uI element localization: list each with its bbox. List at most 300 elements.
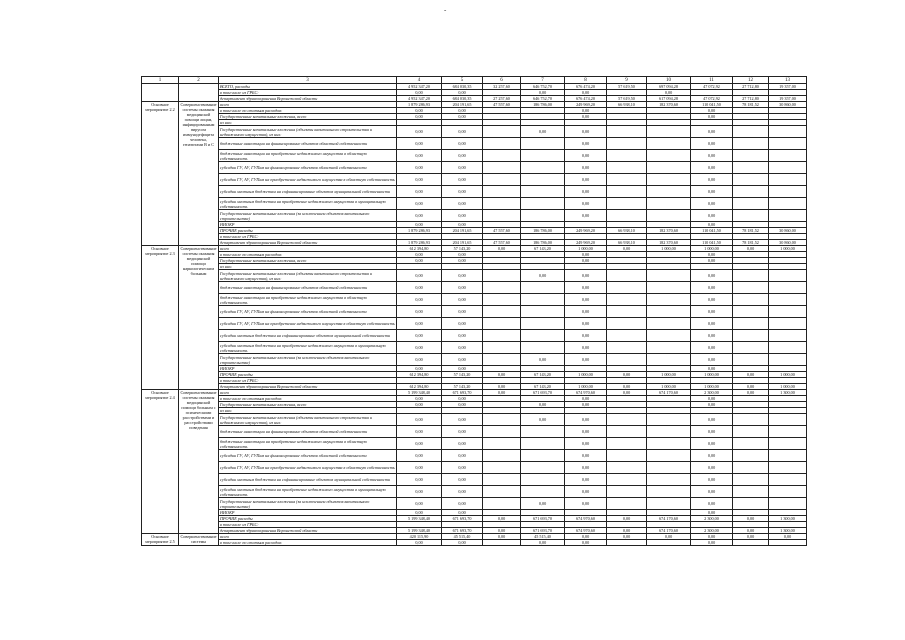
table-row (142, 438, 807, 450)
table-row (142, 474, 807, 486)
value-cell: 4 952 347,20 (397, 84, 442, 90)
value-cell (483, 150, 521, 162)
table-row (142, 318, 807, 330)
value-cell: 0,00 (691, 306, 733, 318)
value-cell: 0,00 (565, 210, 607, 222)
row-label: в том числе из ГРБС: (219, 90, 397, 96)
value-cell: 0,00 (565, 108, 607, 114)
value-cell: 1 000,00 (647, 246, 691, 252)
row-label: ВСЕГО, расходы (219, 84, 397, 90)
value-cell: 1 000,00 (565, 246, 607, 252)
row-label: субсидии ГУ, АУ, ГУПам на приобретение недвижимого имущества в областную собственность (219, 318, 397, 330)
value-cell: 0,00 (565, 450, 607, 462)
value-cell (733, 198, 769, 210)
value-cell: 1 000,00 (769, 372, 807, 378)
value-cell: 612 394,80 (397, 384, 442, 390)
value-cell (607, 474, 647, 486)
row-label: в том числе из ГРБС: (219, 378, 397, 384)
table-row (142, 150, 807, 162)
value-cell: 0,00 (442, 438, 483, 450)
value-cell (607, 486, 647, 498)
value-cell: 1 000,00 (769, 246, 807, 252)
table-row (142, 306, 807, 318)
value-cell (483, 474, 521, 486)
value-cell: 0,00 (397, 210, 442, 222)
value-cell (521, 342, 565, 354)
value-cell (647, 294, 691, 306)
value-cell: 0,00 (442, 366, 483, 372)
value-cell (607, 126, 647, 138)
value-cell (733, 330, 769, 342)
value-cell (647, 438, 691, 450)
program-name (179, 84, 219, 102)
value-cell: 47 072,92 (691, 96, 733, 102)
value-cell: 0,00 (521, 540, 565, 546)
value-cell: 1 879 286,93 (397, 240, 442, 246)
value-cell: 0,00 (565, 402, 607, 408)
row-label: субсидии ГУ, АУ, ГУПам на финансирование объектов областной собственности (219, 450, 397, 462)
value-cell (733, 294, 769, 306)
value-cell: 0,00 (691, 462, 733, 474)
value-cell: 0,00 (691, 330, 733, 342)
value-cell (733, 126, 769, 138)
value-cell: 0,00 (442, 306, 483, 318)
value-cell (483, 330, 521, 342)
value-cell (769, 486, 807, 498)
value-cell: 0,00 (565, 540, 607, 546)
value-cell: 671 693,70 (521, 390, 565, 396)
value-cell: 0,00 (442, 540, 483, 546)
value-cell: 204 191,65 (442, 228, 483, 234)
event-name: Основное мероприятие 2.2 (142, 102, 179, 246)
value-cell (521, 282, 565, 294)
value-cell (733, 498, 769, 510)
value-cell: 0,00 (397, 342, 442, 354)
value-cell: 0,00 (691, 282, 733, 294)
value-cell: 1 300,00 (769, 516, 807, 522)
value-cell: 0,00 (691, 108, 733, 114)
value-cell (769, 450, 807, 462)
value-cell: 0,00 (647, 534, 691, 540)
value-cell: 0,00 (691, 174, 733, 186)
value-cell: 0,00 (397, 402, 442, 408)
value-cell: 2 300,00 (691, 390, 733, 396)
value-cell (733, 462, 769, 474)
column-number: 1 (142, 77, 179, 84)
value-cell: 671 693,70 (442, 390, 483, 396)
value-cell: 0,00 (442, 396, 483, 402)
value-cell: 0,00 (483, 372, 521, 378)
row-label: субсидии местным бюджетам на софинансирование объектов муниципальной собственности (219, 474, 397, 486)
value-cell (607, 198, 647, 210)
value-cell: 1 000,00 (647, 372, 691, 378)
table-row (142, 540, 807, 546)
value-cell (769, 174, 807, 186)
value-cell: 0,00 (565, 498, 607, 510)
value-cell: 0,00 (691, 396, 733, 402)
table-row (142, 162, 807, 174)
value-cell (733, 138, 769, 150)
table-row (142, 414, 807, 426)
column-number: 13 (769, 77, 807, 84)
value-cell: 0,00 (691, 540, 733, 546)
value-cell: 674 170,60 (647, 390, 691, 396)
value-cell: 0,00 (691, 318, 733, 330)
value-cell: 30 860,00 (769, 240, 807, 246)
value-cell: 182 370,60 (647, 228, 691, 234)
value-cell: 612 394,80 (397, 372, 442, 378)
value-cell (647, 342, 691, 354)
row-label: бюджетные инвестиции на приобретение недвижимого имущества в областную собственность (219, 150, 397, 162)
value-cell (483, 426, 521, 438)
row-label: Государственные капитальные вложения (за исключением объектов капитального строительства) (219, 210, 397, 222)
row-label: в том числе по статьям расходов: (219, 540, 397, 546)
value-cell (607, 162, 647, 174)
value-cell: 1 000,00 (647, 384, 691, 390)
row-label: всего (219, 390, 397, 396)
column-number: 11 (691, 77, 733, 84)
value-cell (483, 270, 521, 282)
value-cell: 671 693,70 (521, 528, 565, 534)
value-cell: 0,00 (397, 426, 442, 438)
value-cell (647, 498, 691, 510)
value-cell: 0,00 (483, 534, 521, 540)
value-cell: 186 786,00 (521, 240, 565, 246)
value-cell: 0,00 (442, 138, 483, 150)
page-marker: - (444, 6, 447, 14)
value-cell: 0,00 (442, 222, 483, 228)
value-cell: 0,00 (733, 516, 769, 522)
value-cell: 182 370,60 (647, 102, 691, 108)
value-cell (733, 438, 769, 450)
value-cell: 0,00 (565, 198, 607, 210)
value-cell: 0,00 (607, 534, 647, 540)
value-cell: 0,00 (691, 198, 733, 210)
value-cell (733, 318, 769, 330)
value-cell (521, 210, 565, 222)
value-cell (733, 342, 769, 354)
value-cell: 0,00 (483, 528, 521, 534)
value-cell (483, 210, 521, 222)
column-number: 2 (179, 77, 219, 84)
value-cell: 0,00 (442, 270, 483, 282)
event-name: Основное мероприятие 2.3 (142, 246, 179, 390)
row-label: субсидии ГУ, АУ, ГУПам на финансирование объектов областной собственности (219, 162, 397, 174)
column-number: 4 (397, 77, 442, 84)
table-row (142, 126, 807, 138)
value-cell: 1 000,00 (565, 384, 607, 390)
event-name: Основное мероприятие 2.4 (142, 390, 179, 534)
value-cell: 0,00 (565, 186, 607, 198)
value-cell: 0,00 (691, 270, 733, 282)
value-cell (521, 438, 565, 450)
value-cell: 0,00 (733, 528, 769, 534)
value-cell (521, 426, 565, 438)
value-cell (483, 450, 521, 462)
value-cell: 0,00 (565, 354, 607, 366)
value-cell: 676 474,20 (565, 96, 607, 102)
value-cell (483, 282, 521, 294)
value-cell (769, 474, 807, 486)
column-number: 3 (219, 77, 397, 84)
value-cell (733, 474, 769, 486)
value-cell: 0,00 (565, 342, 607, 354)
value-cell: 0,00 (442, 282, 483, 294)
event-name (142, 84, 179, 102)
value-cell: 0,00 (565, 270, 607, 282)
table-row (142, 294, 807, 306)
value-cell: 110 041,50 (691, 240, 733, 246)
value-cell (607, 540, 647, 546)
value-cell (647, 174, 691, 186)
value-cell: 0,00 (442, 462, 483, 474)
value-cell: 674 970,60 (565, 516, 607, 522)
column-number: 10 (647, 77, 691, 84)
value-cell (733, 210, 769, 222)
row-label: Государственные капитальные вложения, всего (219, 402, 397, 408)
row-label: в том числе из ГРБС: (219, 234, 397, 240)
value-cell (769, 354, 807, 366)
value-cell (647, 138, 691, 150)
row-label: НИОКР (219, 366, 397, 372)
value-cell (733, 186, 769, 198)
value-cell: 0,00 (565, 282, 607, 294)
value-cell: 671 693,70 (442, 528, 483, 534)
value-cell: 1 000,00 (691, 372, 733, 378)
value-cell (647, 126, 691, 138)
row-label: Государственные капитальные вложения (за исключением объектов капитального строительства) (219, 354, 397, 366)
value-cell: 0,00 (442, 342, 483, 354)
value-cell: 0,00 (397, 150, 442, 162)
value-cell: 0,00 (397, 186, 442, 198)
column-number-row (142, 77, 807, 84)
row-label: департамент здравоохранения Воронежской области (219, 240, 397, 246)
value-cell: 0,00 (397, 306, 442, 318)
value-cell: 0,00 (442, 474, 483, 486)
value-cell: 78 181,52 (733, 228, 769, 234)
value-cell (647, 450, 691, 462)
value-cell: 0,00 (691, 114, 733, 120)
row-label: бюджетные инвестиции на финансирование объектов областной собственности (219, 282, 397, 294)
value-cell: 0,00 (521, 270, 565, 282)
value-cell: 67 143,20 (521, 246, 565, 252)
value-cell: 0,00 (565, 318, 607, 330)
row-label: ПРОЧИЕ расходы (219, 228, 397, 234)
value-cell (607, 210, 647, 222)
value-cell: 0,00 (442, 186, 483, 198)
table-row (142, 426, 807, 438)
value-cell: 0,00 (397, 354, 442, 366)
value-cell: 57 143,20 (442, 246, 483, 252)
value-cell: 0,00 (397, 540, 442, 546)
program-name: Совершенствование системы оказания медицинской помощи больным с психическими расстройствами и расстройствами поведения (179, 390, 219, 534)
value-cell: 0,00 (691, 210, 733, 222)
table-row (142, 354, 807, 366)
value-cell (607, 282, 647, 294)
value-cell (647, 306, 691, 318)
value-cell: 1 300,00 (769, 528, 807, 534)
value-cell: 0,00 (691, 342, 733, 354)
value-cell (483, 162, 521, 174)
value-cell: 57 619,50 (607, 96, 647, 102)
value-cell: 0,00 (565, 306, 607, 318)
value-cell (647, 162, 691, 174)
table-row (142, 198, 807, 210)
row-label: бюджетные инвестиции на финансирование объектов областной собственности (219, 426, 397, 438)
value-cell (483, 306, 521, 318)
value-cell: 0,00 (565, 114, 607, 120)
value-cell: 30 860,00 (769, 102, 807, 108)
value-cell: 0,00 (565, 90, 607, 96)
value-cell: 47 072,92 (691, 84, 733, 90)
program-name: Совершенствование системы (179, 534, 219, 546)
value-cell: 0,00 (397, 222, 442, 228)
value-cell (521, 150, 565, 162)
value-cell (483, 126, 521, 138)
value-cell: 0,00 (647, 90, 691, 96)
value-cell (769, 282, 807, 294)
table-row (142, 186, 807, 198)
value-cell (607, 306, 647, 318)
value-cell: 0,00 (442, 498, 483, 510)
value-cell: 0,00 (442, 330, 483, 342)
value-cell: 0,00 (397, 198, 442, 210)
row-label: Государственные капитальные вложения (объекты капитального строительства и недвижимого имущества), из них: (219, 126, 397, 138)
value-cell: 0,00 (733, 534, 769, 540)
value-cell: 0,00 (565, 438, 607, 450)
value-cell (607, 450, 647, 462)
program-name: Совершенствование системы оказания медицинской помощи наркологическим больным (179, 246, 219, 390)
row-label: ПРОЧИЕ расходы (219, 516, 397, 522)
value-cell: 0,00 (397, 462, 442, 474)
value-cell: 0,00 (691, 402, 733, 408)
value-cell (483, 414, 521, 426)
value-cell: 5 199 348,40 (397, 528, 442, 534)
row-label: департамент здравоохранения Воронежской области (219, 96, 397, 102)
value-cell: 0,00 (691, 150, 733, 162)
value-cell: 67 143,20 (521, 384, 565, 390)
value-cell: 0,00 (442, 174, 483, 186)
row-label: Государственные капитальные вложения (объекты капитального строительства и недвижимого имущества), из них: (219, 414, 397, 426)
value-cell (733, 414, 769, 426)
value-cell (607, 354, 647, 366)
value-cell: 47 557,60 (483, 228, 521, 234)
value-cell (733, 426, 769, 438)
row-label: из них: (219, 120, 397, 126)
value-cell: 0,00 (607, 516, 647, 522)
value-cell (607, 498, 647, 510)
value-cell (483, 438, 521, 450)
value-cell: 4 952 347,20 (397, 96, 442, 102)
value-cell: 0,00 (442, 426, 483, 438)
value-cell: 1 000,00 (691, 246, 733, 252)
value-cell (521, 486, 565, 498)
row-label: Государственные капитальные вложения (за исключением объектов капитального строительства) (219, 498, 397, 510)
value-cell: 186 786,00 (521, 228, 565, 234)
value-cell (647, 426, 691, 438)
table-row (142, 498, 807, 510)
value-cell: 0,00 (565, 462, 607, 474)
column-number: 6 (483, 77, 521, 84)
value-cell (483, 318, 521, 330)
column-number: 5 (442, 77, 483, 84)
value-cell: 0,00 (397, 282, 442, 294)
value-cell (769, 438, 807, 450)
value-cell: 0,00 (442, 486, 483, 498)
row-label: всего (219, 534, 397, 540)
value-cell: 0,00 (397, 162, 442, 174)
value-cell: 0,00 (691, 252, 733, 258)
value-cell (483, 354, 521, 366)
value-cell: 0,00 (397, 414, 442, 426)
value-cell: 0,00 (691, 486, 733, 498)
row-label: Государственные капитальные вложения, всего (219, 258, 397, 264)
value-cell (769, 426, 807, 438)
value-cell (769, 198, 807, 210)
row-label: субсидии местным бюджетам на приобретение недвижимого имущества в муниципальную собственность (219, 342, 397, 354)
value-cell: 110 041,50 (691, 102, 733, 108)
value-cell: 617 094,28 (647, 96, 691, 102)
value-cell: 0,00 (565, 126, 607, 138)
table-row (142, 450, 807, 462)
value-cell: 186 786,00 (521, 102, 565, 108)
value-cell (521, 318, 565, 330)
value-cell: 0,00 (397, 114, 442, 120)
value-cell: 0,00 (397, 318, 442, 330)
value-cell: 0,00 (397, 438, 442, 450)
row-label: департамент здравоохранения Воронежской области (219, 384, 397, 390)
value-cell (647, 540, 691, 546)
value-cell: 0,00 (442, 210, 483, 222)
value-cell (607, 330, 647, 342)
value-cell (483, 174, 521, 186)
value-cell: 19 357,00 (769, 84, 807, 90)
value-cell: 0,00 (691, 498, 733, 510)
column-number: 8 (565, 77, 607, 84)
row-label: из них: (219, 408, 397, 414)
value-cell: 47 557,60 (483, 102, 521, 108)
value-cell: 0,00 (565, 474, 607, 486)
value-cell: 0,00 (397, 258, 442, 264)
row-label: всего (219, 246, 397, 252)
value-cell: 110 041,50 (691, 228, 733, 234)
value-cell (521, 450, 565, 462)
value-cell: 0,00 (442, 294, 483, 306)
value-cell: 697 094,28 (647, 84, 691, 90)
value-cell (607, 294, 647, 306)
value-cell: 78 181,52 (733, 240, 769, 246)
value-cell: 0,00 (483, 246, 521, 252)
value-cell: 0,00 (691, 138, 733, 150)
value-cell (733, 174, 769, 186)
value-cell (647, 414, 691, 426)
row-label: бюджетные инвестиции на финансирование объектов областной собственности (219, 138, 397, 150)
value-cell: 0,00 (691, 474, 733, 486)
value-cell: 1 879 286,93 (397, 102, 442, 108)
table-row (142, 330, 807, 342)
value-cell: 0,00 (397, 510, 442, 516)
value-cell: 0,00 (442, 252, 483, 258)
table-row (142, 138, 807, 150)
value-cell: 0,00 (397, 474, 442, 486)
value-cell: 0,00 (397, 366, 442, 372)
value-cell: 0,00 (397, 270, 442, 282)
value-cell (607, 318, 647, 330)
value-cell: 0,00 (565, 162, 607, 174)
value-cell: 0,00 (442, 198, 483, 210)
value-cell: 0,00 (442, 354, 483, 366)
value-cell: 0,00 (397, 330, 442, 342)
